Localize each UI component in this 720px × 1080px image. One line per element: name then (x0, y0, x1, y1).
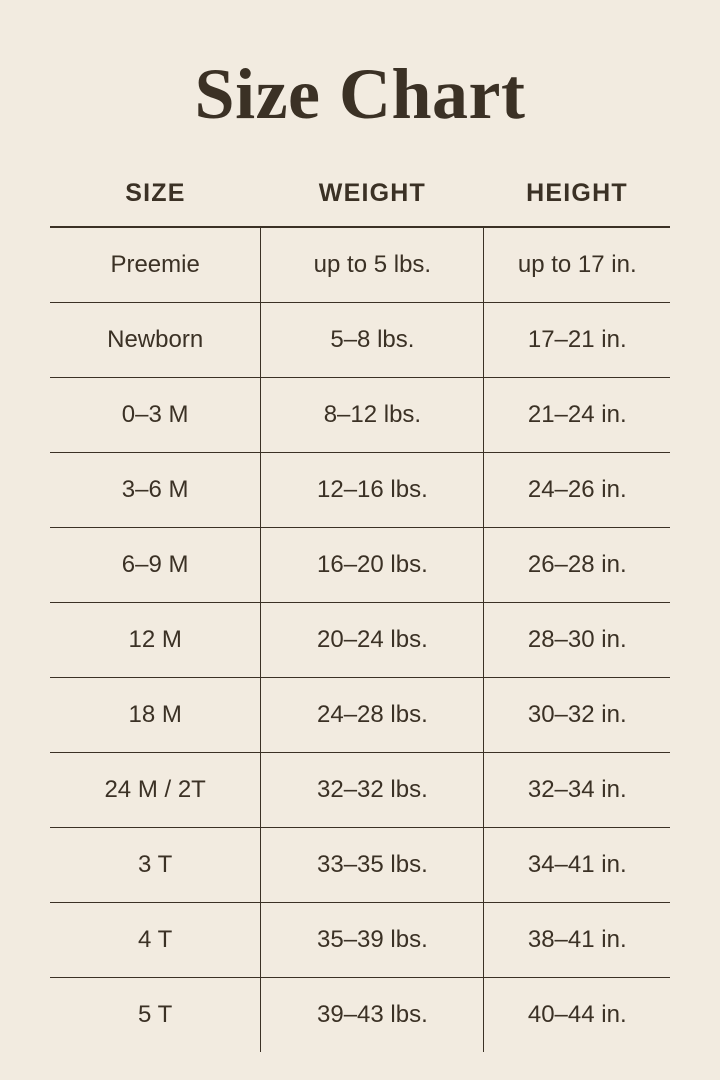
table-row (50, 528, 670, 603)
cell-weight: up to 5 lbs. (261, 227, 484, 303)
column-header-size: SIZE (50, 178, 261, 227)
cell-height: 24–26 in. (484, 453, 670, 528)
cell-height: 17–21 in. (484, 303, 670, 378)
cell-weight: 32–32 lbs. (261, 753, 484, 828)
cell-height: 21–24 in. (484, 378, 670, 453)
cell-size: Newborn (50, 303, 261, 378)
table-header-row (50, 178, 670, 227)
cell-height: up to 17 in. (484, 227, 670, 303)
table-header (50, 178, 670, 227)
cell-weight: 24–28 lbs. (261, 678, 484, 753)
table-row (50, 903, 670, 978)
cell-weight: 33–35 lbs. (261, 828, 484, 903)
cell-weight: 8–12 lbs. (261, 378, 484, 453)
cell-height: 38–41 in. (484, 903, 670, 978)
table-row (50, 753, 670, 828)
cell-weight: 20–24 lbs. (261, 603, 484, 678)
cell-height: 40–44 in. (527, 1001, 627, 1028)
cell-height: 32–34 in. (484, 753, 670, 828)
cell-height: 30–32 in. (484, 678, 670, 753)
cell-height: 34–41 in. (484, 828, 670, 903)
cell-size: 3–6 M (50, 453, 261, 528)
table-row (50, 603, 670, 678)
cell-size: 4 T (50, 903, 261, 978)
table-row (50, 378, 670, 453)
cell-size: 5 T (50, 978, 261, 1053)
table-row (50, 978, 670, 1053)
table-row (50, 678, 670, 753)
cell-height: 28–30 in. (484, 603, 670, 678)
cell-weight: 39–43 lbs. (261, 978, 484, 1053)
cell-size: Preemie (50, 227, 261, 303)
cell-size: 0–3 M (50, 378, 261, 453)
cell-size: 24 M / 2T (50, 753, 261, 828)
cell-weight: 16–20 lbs. (261, 528, 484, 603)
page-title: Size Chart (194, 54, 526, 134)
cell-weight: 12–16 lbs. (261, 453, 484, 528)
table-row (50, 303, 670, 378)
size-chart-table (50, 178, 670, 1052)
cell-size: 3 T (50, 828, 261, 903)
cell-size: 18 M (50, 678, 261, 753)
table-body (50, 227, 670, 1052)
cell-weight: 35–39 lbs. (261, 903, 484, 978)
cell-size: 6–9 M (50, 528, 261, 603)
cell-weight: 5–8 lbs. (261, 303, 484, 378)
cell-size: 12 M (50, 603, 261, 678)
table-row (50, 227, 670, 303)
table-row (50, 453, 670, 528)
cell-height: 26–28 in. (484, 528, 670, 603)
table-row (50, 828, 670, 903)
column-header-height: HEIGHT (484, 178, 670, 227)
column-header-weight: WEIGHT (261, 178, 484, 227)
size-chart-table-wrapper (50, 178, 670, 1052)
